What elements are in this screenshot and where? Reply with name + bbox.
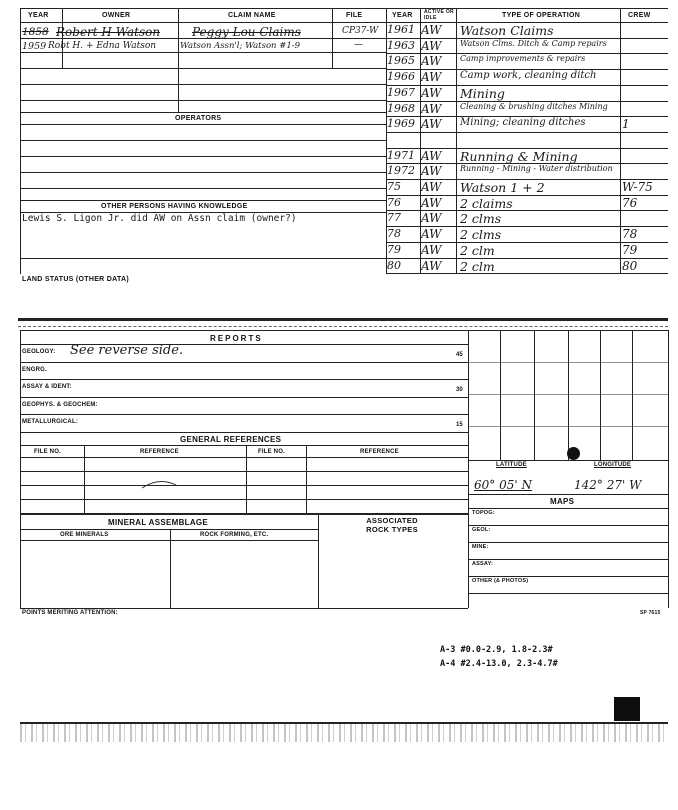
assay-note-1: A-3 #0.0-2.9, 1.8-2.3# bbox=[440, 645, 553, 655]
scan-noise-band bbox=[20, 722, 668, 742]
rock-forming-header: ROCK FORMING, ETC. bbox=[200, 532, 269, 538]
activity-status: AW bbox=[421, 242, 442, 257]
longitude-value: 142° 27' W bbox=[574, 478, 642, 492]
activity-crew: 78 bbox=[622, 227, 638, 242]
report-label: GEOPHYS. & GEOCHEM: bbox=[22, 401, 98, 408]
activity-year: 1966 bbox=[387, 70, 415, 84]
associated-rock-types-title: ASSOCIATED ROCK TYPES bbox=[366, 516, 418, 534]
owner-row-1-owner: Robert H Watson bbox=[56, 25, 161, 39]
activity-status: AW bbox=[421, 23, 442, 37]
owner-row-1-file: CP37-W bbox=[342, 26, 379, 36]
activity-year: 79 bbox=[387, 242, 401, 256]
longitude-label: LONGITUDE bbox=[594, 462, 632, 468]
activity-status: AW bbox=[421, 54, 442, 69]
activity-status: AW bbox=[421, 164, 442, 179]
activity-operation: Camp improvements & repairs bbox=[460, 54, 586, 64]
activity-status: AW bbox=[421, 148, 442, 163]
latitude-value: 60° 05' N bbox=[474, 478, 532, 492]
scan-black-square bbox=[614, 697, 640, 721]
ore-minerals-header: ORE MINERALS bbox=[60, 532, 109, 538]
activity-status: AW bbox=[421, 38, 442, 53]
grid-dot-mark bbox=[567, 447, 580, 460]
file-no-header-1: FILE NO. bbox=[34, 449, 61, 455]
activity-year: 1971 bbox=[387, 148, 415, 162]
file-no-header-2: FILE NO. bbox=[258, 449, 285, 455]
activity-year: 1968 bbox=[387, 101, 415, 115]
activity-crew: 76 bbox=[622, 195, 638, 210]
activity-operation: 2 clm bbox=[460, 242, 495, 258]
activity-crew: W-75 bbox=[622, 180, 653, 194]
type-of-operation-header: TYPE OF OPERATION bbox=[502, 12, 581, 19]
activity-crew: 80 bbox=[622, 258, 638, 273]
activity-year: 1965 bbox=[387, 54, 415, 68]
owner-row-2-year: 1959 bbox=[22, 41, 47, 52]
reports-title: REPORTS bbox=[210, 334, 263, 343]
activity-operation: 2 claims bbox=[460, 195, 513, 211]
activity-operation: Watson Claims bbox=[460, 23, 554, 38]
activity-year: 1961 bbox=[387, 23, 415, 36]
report-scale-number: 45 bbox=[456, 352, 463, 358]
owner-row-2-claim: Watson Assn'l; Watson #1-9 bbox=[180, 41, 301, 51]
owner-row-1-claim: Peggy Lou Claims bbox=[192, 25, 301, 39]
activity-operation: 2 clm bbox=[460, 258, 495, 274]
maps-title: MAPS bbox=[550, 497, 575, 506]
activity-operation: Running & Mining bbox=[460, 148, 578, 164]
other-persons-text: Lewis S. Ligon Jr. did AW on Assn claim (owner?) bbox=[22, 213, 297, 224]
claim-name-header: CLAIM NAME bbox=[228, 12, 276, 19]
form-number: SP 7615 bbox=[640, 610, 661, 616]
activity-crew: 79 bbox=[622, 242, 638, 257]
activity-status: AW bbox=[421, 117, 442, 132]
activity-status: AW bbox=[421, 70, 442, 85]
pencil-arc-mark bbox=[140, 478, 180, 490]
owner-row-2-owner: Robt H. + Edna Watson bbox=[48, 41, 157, 51]
activity-year: 1972 bbox=[387, 164, 415, 178]
activity-status: AW bbox=[421, 211, 442, 226]
activity-crew: 1 bbox=[622, 117, 630, 132]
report-label: ENGRG. bbox=[22, 366, 47, 373]
points-meriting-attention-label: POINTS MERITING ATTENTION: bbox=[22, 610, 118, 616]
section-divider bbox=[18, 318, 668, 321]
owner-header: OWNER bbox=[102, 12, 131, 19]
general-references-title: GENERAL REFERENCES bbox=[180, 435, 282, 444]
activity-operation: Cleaning & brushing ditches Mining bbox=[460, 101, 608, 111]
maps-row-label: ASSAY: bbox=[472, 561, 494, 567]
activity-operation: Running - Mining - Water distribution bbox=[460, 164, 613, 174]
operators-label: OPERATORS bbox=[175, 115, 222, 122]
report-label: ASSAY & IDENT: bbox=[22, 384, 72, 391]
maps-row-label: TOPOG: bbox=[472, 510, 495, 516]
report-label: GEOLOGY: bbox=[22, 349, 56, 355]
crew-header: CREW bbox=[628, 12, 651, 19]
activity-operation: Watson Clms. Ditch & Camp repairs bbox=[460, 38, 607, 48]
activity-operation: Watson 1 + 2 bbox=[460, 180, 545, 195]
activity-status: AW bbox=[421, 180, 442, 194]
activity-operation: Camp work, cleaning ditch bbox=[460, 70, 597, 82]
latitude-label: LATITUDE bbox=[496, 462, 527, 468]
active-idle-header: ACTIVE OR IDLE bbox=[424, 9, 454, 21]
activity-operation: 2 clms bbox=[460, 211, 502, 227]
activity-operation: Mining bbox=[460, 85, 505, 101]
reference-header-2: REFERENCE bbox=[360, 449, 399, 455]
reference-header-1: REFERENCE bbox=[140, 449, 179, 455]
assay-note-2: A-4 #2.4-13.0, 2.3-4.7# bbox=[440, 659, 558, 669]
activity-year: 77 bbox=[387, 211, 401, 225]
report-scale-number: 15 bbox=[456, 422, 463, 429]
activity-status: AW bbox=[421, 227, 442, 242]
file-header: FILE bbox=[346, 12, 363, 19]
report-label: METALLURGICAL: bbox=[22, 419, 79, 426]
activity-year: 1969 bbox=[387, 117, 415, 131]
year-header: YEAR bbox=[28, 12, 49, 19]
activity-year: 1967 bbox=[387, 85, 415, 99]
activity-year: 80 bbox=[387, 258, 401, 272]
land-status-label: LAND STATUS (OTHER DATA) bbox=[22, 276, 130, 283]
activity-operation: Mining; cleaning ditches bbox=[460, 117, 586, 129]
activity-status: AW bbox=[421, 195, 442, 210]
report-scale-number: 30 bbox=[456, 387, 463, 394]
activity-year-header: YEAR bbox=[392, 12, 413, 19]
activity-status: AW bbox=[421, 85, 442, 100]
maps-row-label: MINE: bbox=[472, 544, 489, 550]
other-persons-label: OTHER PERSONS HAVING KNOWLEDGE bbox=[101, 203, 248, 210]
maps-row-label: OTHER (& PHOTOS) bbox=[472, 578, 529, 584]
owner-row-1-year: 1858 bbox=[22, 26, 49, 38]
maps-row-label: GEOL: bbox=[472, 527, 491, 533]
activity-year: 76 bbox=[387, 195, 401, 209]
mineral-assemblage-title: MINERAL ASSEMBLAGE bbox=[108, 518, 209, 527]
activity-year: 78 bbox=[387, 227, 401, 241]
report-value: See reverse side. bbox=[70, 343, 184, 358]
activity-status: AW bbox=[421, 101, 442, 116]
activity-status: AW bbox=[421, 258, 442, 273]
activity-year: 75 bbox=[387, 180, 401, 193]
activity-operation: 2 clms bbox=[460, 227, 502, 243]
owner-row-2-file: — bbox=[354, 40, 363, 50]
activity-year: 1963 bbox=[387, 38, 415, 52]
